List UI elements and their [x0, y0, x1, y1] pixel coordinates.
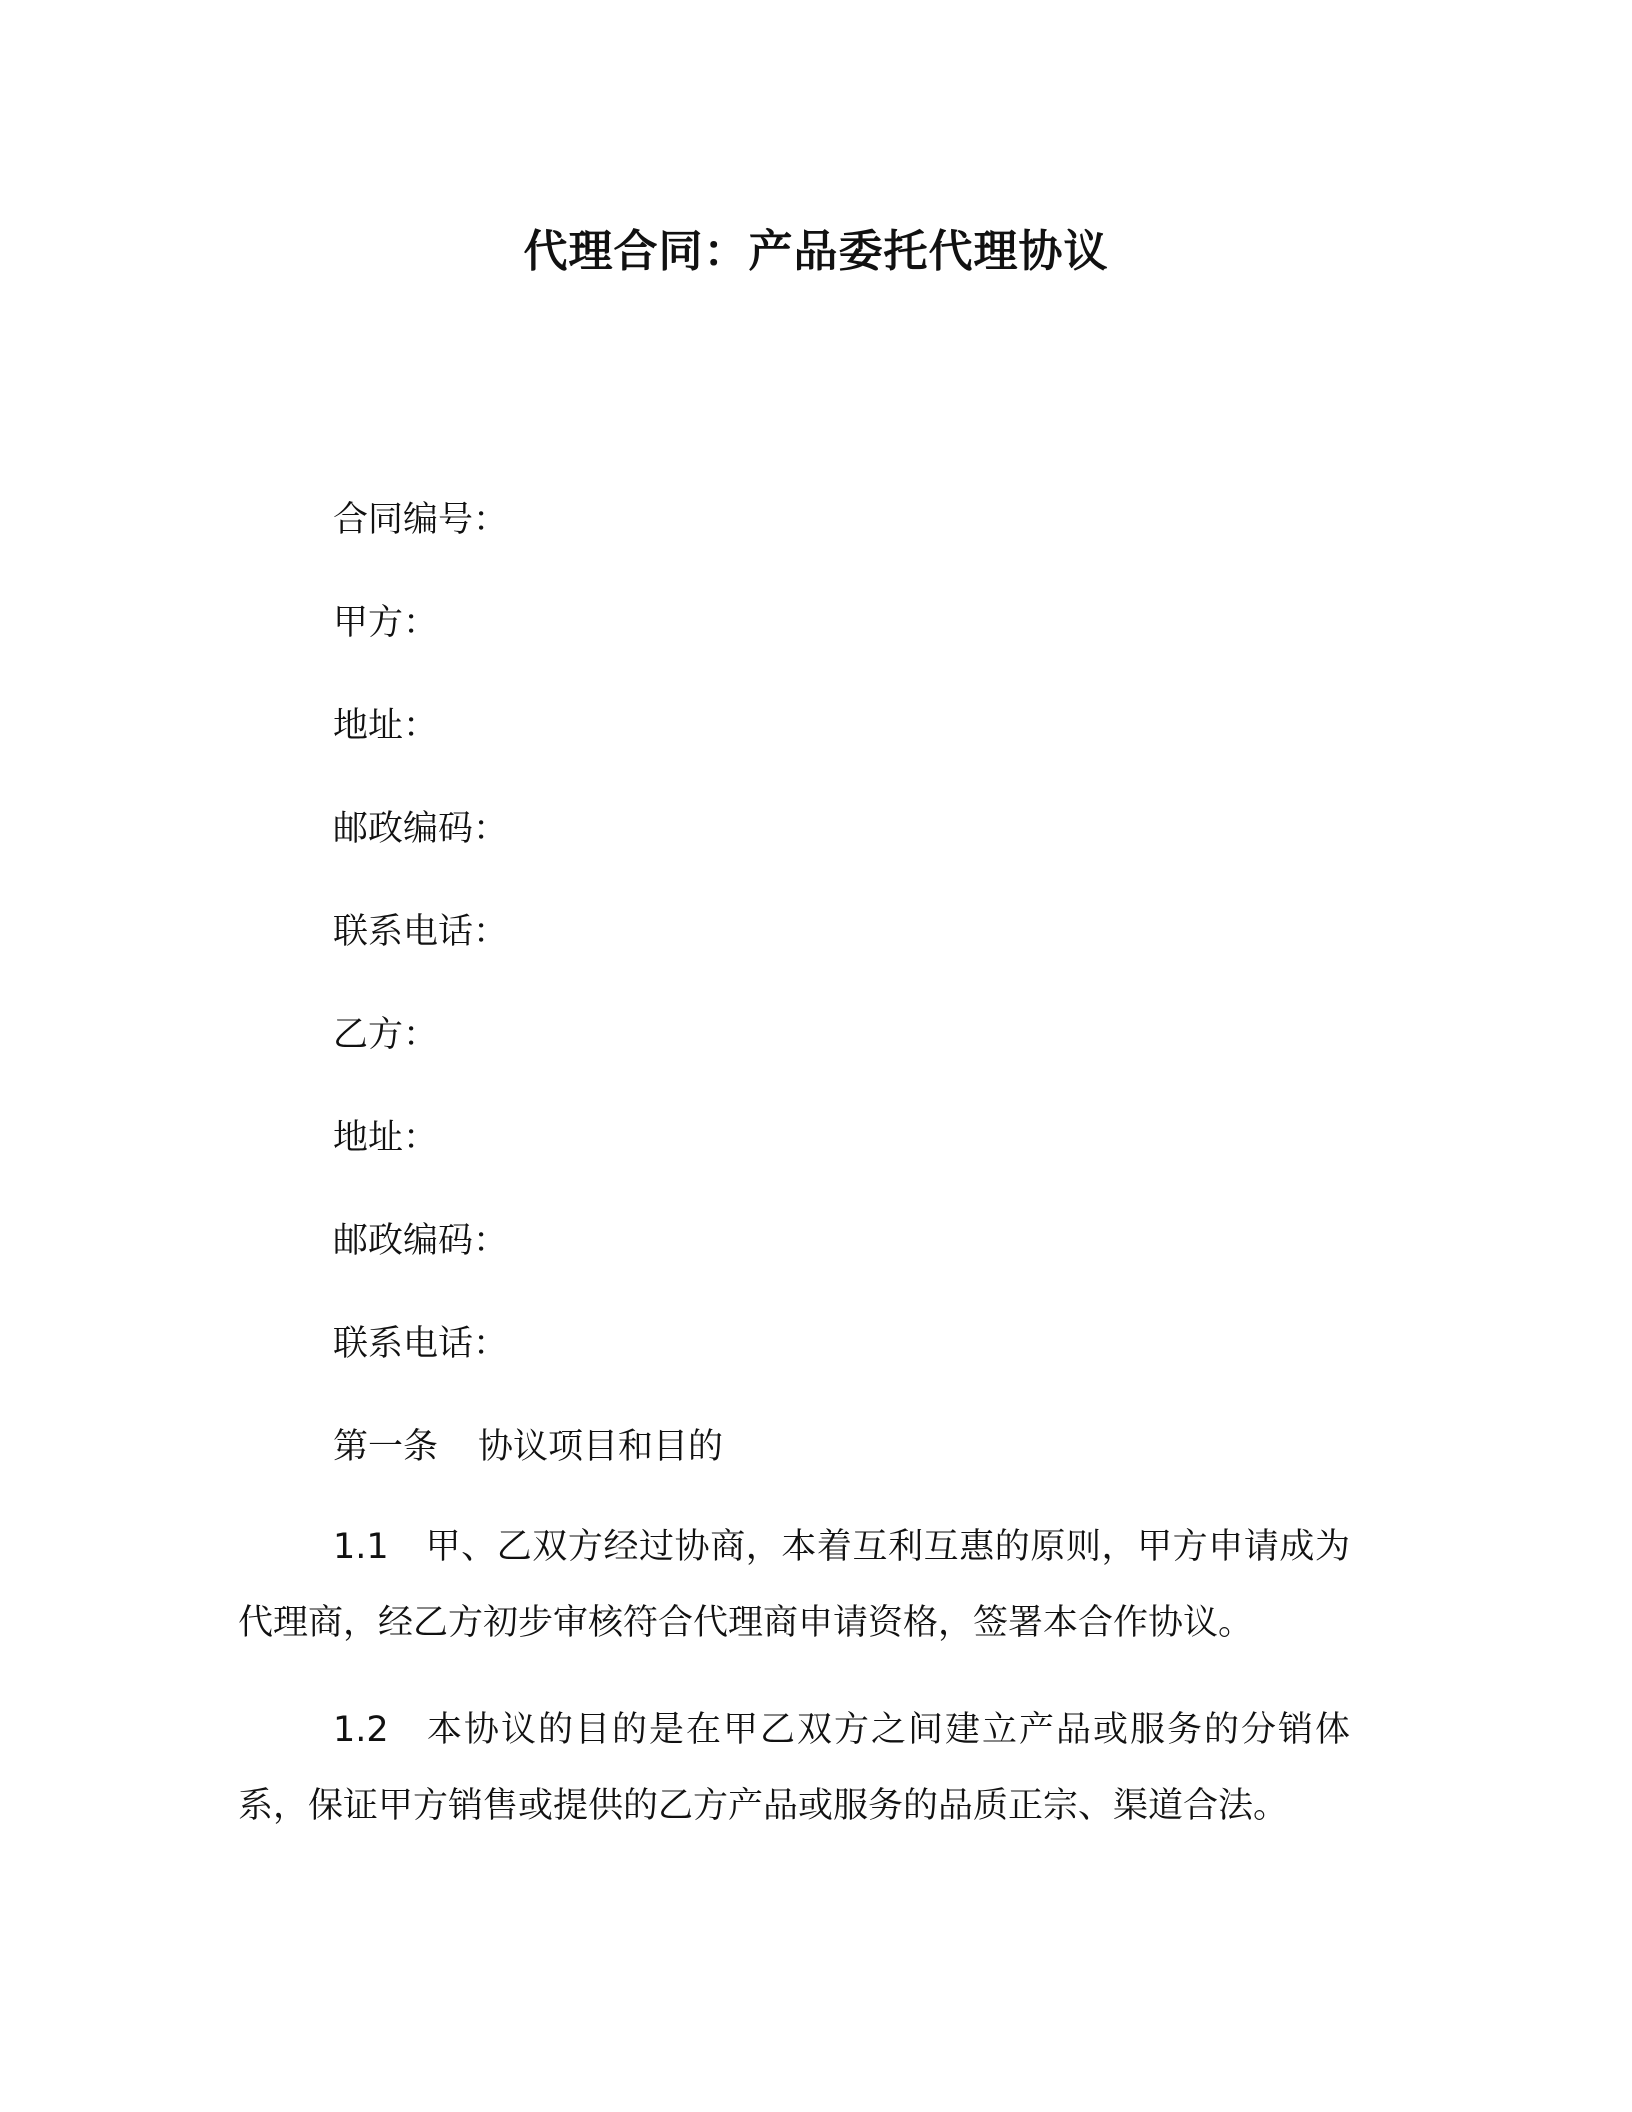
field-party-b: 乙方： — [333, 1015, 439, 1055]
clause-number: 1.2 — [333, 1710, 389, 1750]
field-party-a-phone: 联系电话： — [333, 912, 509, 952]
field-party-a-address: 地址： — [333, 706, 439, 746]
article-1-title: 协议项目和目的 — [478, 1427, 724, 1467]
field-party-b-postcode: 邮政编码： — [333, 1221, 509, 1261]
clause-1-2 — [238, 1692, 1350, 1844]
document-title: 代理合同：产品委托代理协议 — [523, 226, 1109, 277]
field-party-a-postcode: 邮政编码： — [333, 809, 509, 849]
field-party-b-address: 地址： — [333, 1118, 439, 1158]
clause-1-1 — [238, 1509, 1350, 1661]
clause-text: 甲、乙双方经过协商，本着互利互惠的原则，甲方申请成为 代理商，经乙方初步审核符合代理商申请资格，签署本合作协议。 — [238, 1527, 1350, 1643]
clause-text: 本协议的目的是在甲乙双方之间建立产品或服务的分销体系，保证甲方销售或提供的乙方产品或服务的品质正宗、渠道合法。 — [238, 1710, 1350, 1826]
field-party-a: 甲方： — [333, 603, 439, 643]
field-contract-number: 合同编号： — [333, 500, 509, 540]
field-party-b-phone: 联系电话： — [333, 1324, 509, 1364]
clause-number: 1.1 — [333, 1527, 389, 1567]
article-1-heading — [333, 1423, 723, 1471]
article-1-number: 第一条 — [333, 1427, 439, 1467]
